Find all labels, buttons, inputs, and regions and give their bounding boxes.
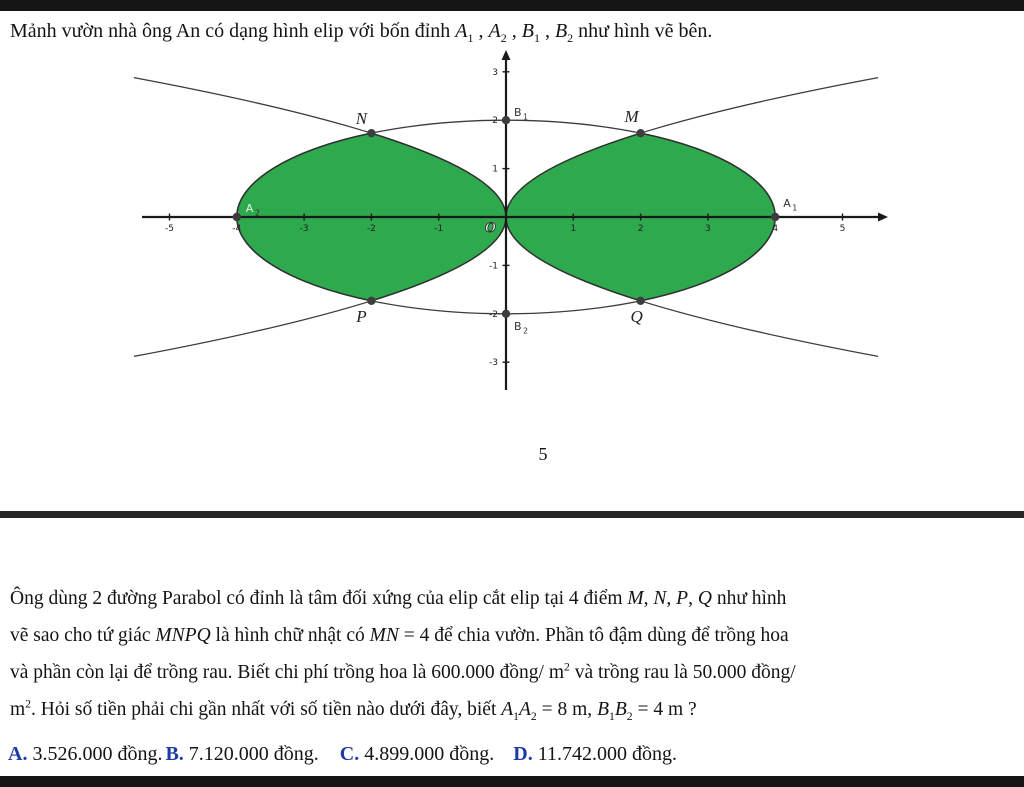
label-A1: A $_1$ [783,197,798,213]
label-A2: A $_2$ [245,202,260,218]
label-Q: Q [630,306,643,326]
y-tick-label: 2 [492,116,498,127]
label-B1: B $_1$ [514,106,529,122]
section-divider [0,511,1024,518]
x-tick-label: 5 [839,224,846,234]
answer-option-d [513,743,677,766]
answer-letter: B. [165,743,184,765]
paragraph-line-4: $m^2$. Hỏi số tiền phải chi gần nhất với số tiền nào dưới đây, biết $A_1A_2 = 8$ m, $B_1B_2 = 4$ m ? [10,697,697,723]
y-tick-label: -1 [489,261,498,272]
y-tick-label: -3 [489,358,498,369]
point-B2 [502,310,510,318]
y-tick-label: 1 [492,164,498,175]
paragraph-line-1: Ông dùng 2 đường Parabol có đỉnh là tâm đối xứng của elip cắt elip tại 4 điểm M, N, P, Q như hình [10,588,787,609]
point-Q [636,297,644,305]
problem-heading: Mảnh vườn nhà ông An có dạng hình elip với bốn đỉnh $A_1$ , $A_2$ , $B_1$ , $B_2$ như hình vẽ bên. [10,20,713,45]
bottom-black-bar [0,776,1024,787]
y-tick-label: 3 [492,67,498,78]
point-B1 [502,116,510,124]
x-tick-label: -1 [434,224,444,234]
x-tick-label: 1 [570,224,577,234]
paragraph-line-3: và phần còn lại để trồng rau. Biết chi phí trồng hoa là 600.000 đồng/ $m^2$ và trồng rau là 50.000 đồng/ [10,660,796,683]
answer-option-b [165,743,318,766]
point-N [367,129,375,137]
y-tick-label: -2 [489,309,498,320]
answer-letter: C. [339,743,360,765]
problem-statement [10,580,796,728]
point-A2 [233,213,241,221]
answer-options [8,743,677,766]
answer-text: 11.742.000 đồng. [532,743,677,765]
page-number: 5 [538,444,548,464]
x-tick-label: -5 [165,224,174,234]
answer-text: 3.526.000 đồng. [27,743,163,765]
y-axis-arrow [502,50,511,60]
point-A1 [771,213,779,221]
x-tick-label: -4 [232,224,242,234]
answer-letter: A. [8,743,28,765]
answer-letter: D. [513,743,533,765]
point-M [636,129,644,137]
answer-text: 4.899.000 đồng. [359,743,495,765]
x-tick-label: 3 [705,224,711,234]
x-tick-label: 2 [637,224,644,234]
ellipse-parabola-figure [128,48,888,400]
x-tick-label: 4 [772,224,779,234]
answer-option-a [8,743,162,766]
label-P: P [356,306,367,326]
top-black-bar [0,0,1024,11]
label-M: M [624,107,639,127]
x-tick-label: -3 [299,224,309,234]
x-tick-label: -2 [366,224,376,234]
paragraph-line-2: vẽ sao cho tứ giác MNPQ là hình chữ nhật có MN = 4 để chia vườn. Phần tô đậm dùng để trồng hoa [10,625,789,646]
figure-svg [128,48,888,400]
point-P [367,297,375,305]
answer-option-c [340,743,494,766]
origin-label: O [485,220,496,236]
label-N: N [355,109,368,129]
label-B2: B $_2$ [514,319,529,336]
x-axis-arrow [878,213,888,222]
answer-text: 7.120.000 đồng. [183,743,319,765]
